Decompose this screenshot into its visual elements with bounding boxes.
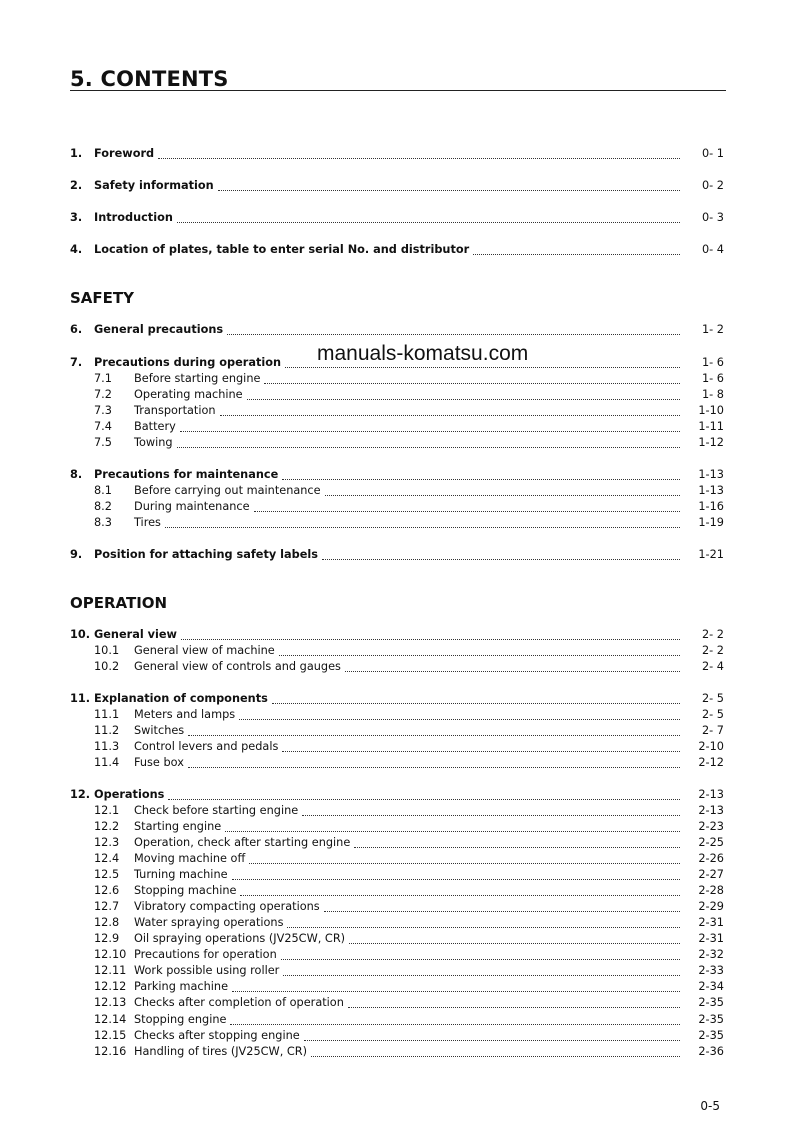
toc-subentry-label: Water spraying operations [134, 916, 284, 929]
toc-entry[interactable] [70, 242, 724, 258]
toc-entry-number: 7. [70, 356, 83, 369]
toc-subentry[interactable] [70, 851, 724, 867]
toc-subentry-number: 7.3 [94, 404, 112, 417]
toc-subentry[interactable] [70, 915, 724, 931]
toc-subentry-label: Transportation [134, 404, 216, 417]
toc-subentry-number: 12.9 [94, 932, 120, 945]
toc-entry-label: Location of plates, table to enter serial No. and distributor [94, 243, 470, 256]
dot-leader [180, 421, 680, 432]
dot-leader [218, 180, 680, 191]
dot-leader [158, 148, 680, 159]
toc-entry-label: Operations [94, 788, 165, 801]
toc-subentry[interactable] [70, 707, 724, 723]
toc-subentry-page: 2-35 [698, 1013, 724, 1026]
toc-subentry-number: 8.3 [94, 516, 112, 529]
toc-entry-number: 2. [70, 179, 83, 192]
dot-leader [188, 725, 680, 736]
toc-subentry-number: 11.4 [94, 756, 120, 769]
toc-entry-label: Explanation of components [94, 692, 268, 705]
toc-subentry[interactable] [70, 931, 724, 947]
dot-leader [177, 437, 680, 448]
toc-subentry-label: Vibratory compacting operations [134, 900, 320, 913]
toc-subentry[interactable] [70, 723, 724, 739]
toc-subentry-label: Stopping engine [134, 1013, 227, 1026]
toc-entry-number: 4. [70, 243, 83, 256]
section-heading-operation: OPERATION [70, 594, 168, 612]
toc-subentry-page: 2-28 [698, 884, 724, 897]
toc-subentry-number: 12.6 [94, 884, 120, 897]
dot-leader [324, 901, 680, 912]
toc-subentry-page: 2-31 [698, 916, 724, 929]
toc-subentry-page: 2-36 [698, 1045, 724, 1058]
toc-subentry-number: 12.4 [94, 852, 120, 865]
toc-entry-number: 9. [70, 548, 83, 561]
toc-entry-number: 8. [70, 468, 83, 481]
watermark-text: manuals-komatsu.com [317, 342, 529, 365]
toc-subentry[interactable] [70, 755, 724, 771]
toc-subentry-page: 2- 2 [701, 644, 724, 657]
page-number: 0-5 [700, 1099, 720, 1113]
dot-leader [165, 517, 680, 528]
toc-entry-label: General view [94, 628, 177, 641]
toc-subentry-label: Checks after completion of operation [134, 996, 344, 1009]
toc-subentry-page: 2- 7 [701, 724, 724, 737]
toc-subentry-number: 11.3 [94, 740, 120, 753]
toc-subentry-label: Turning machine [134, 868, 228, 881]
toc-entry[interactable] [70, 691, 724, 707]
toc-entry-label: Precautions during operation [94, 356, 282, 369]
toc-entry-page: 1- 6 [701, 356, 724, 369]
toc-subentry-page: 2- 4 [701, 660, 724, 673]
toc-subentry-page: 1- 6 [701, 372, 724, 385]
toc-subentry-page: 2-12 [698, 756, 724, 769]
page-title: 5. CONTENTS [70, 67, 229, 91]
toc-subentry-number: 7.4 [94, 420, 112, 433]
toc-subentry[interactable] [70, 371, 724, 387]
toc-subentry-page: 1-11 [698, 420, 724, 433]
toc-subentry[interactable] [70, 819, 724, 835]
toc-subentry-number: 12.8 [94, 916, 120, 929]
dot-leader [181, 629, 680, 640]
toc-subentry-label: Tires [134, 516, 161, 529]
toc-subentry-label: Work possible using roller [134, 964, 280, 977]
toc-subentry-page: 2-33 [698, 964, 724, 977]
toc-subentry-label: Starting engine [134, 820, 222, 833]
toc-subentry[interactable] [70, 419, 724, 435]
toc-subentry-number: 12.15 [94, 1029, 127, 1042]
dot-leader [349, 933, 680, 944]
toc-subentry-number: 10.2 [94, 660, 120, 673]
dot-leader [325, 485, 680, 496]
dot-leader [311, 1046, 680, 1057]
toc-subentry-number: 12.13 [94, 996, 127, 1009]
toc-entry-page: 0- 3 [701, 211, 724, 224]
toc-subentry-number: 12.11 [94, 964, 127, 977]
toc-subentry-number: 11.2 [94, 724, 120, 737]
dot-leader [282, 741, 680, 752]
toc-entry-number: 12. [70, 788, 91, 801]
toc-subentry[interactable] [70, 995, 724, 1011]
dot-leader [232, 869, 680, 880]
dot-leader [287, 917, 680, 928]
toc-subentry[interactable] [70, 403, 724, 419]
toc-entry-page: 2- 2 [701, 628, 724, 641]
toc-subentry[interactable] [70, 515, 724, 531]
toc-subentry-label: Before starting engine [134, 372, 261, 385]
toc-subentry-page: 2-26 [698, 852, 724, 865]
toc-subentry-number: 8.1 [94, 484, 112, 497]
toc-subentry-label: Check before starting engine [134, 804, 299, 817]
toc-subentry-label: Fuse box [134, 756, 184, 769]
toc-subentry-page: 1-16 [698, 500, 724, 513]
dot-leader [247, 389, 680, 400]
toc-subentry-label: Towing [134, 436, 173, 449]
toc-subentry-label: Control levers and pedals [134, 740, 279, 753]
toc-subentry-number: 7.5 [94, 436, 112, 449]
toc-subentry-label: General view of machine [134, 644, 275, 657]
toc-entry-number: 6. [70, 323, 83, 336]
toc-entry-label: Foreword [94, 147, 155, 160]
toc-subentry-label: Before carrying out maintenance [134, 484, 321, 497]
toc-subentry[interactable] [70, 963, 724, 979]
toc-subentry-number: 11.1 [94, 708, 120, 721]
title-underline [70, 90, 726, 91]
toc-subentry[interactable] [70, 499, 724, 515]
toc-subentry-label: Handling of tires (JV25CW, CR) [134, 1045, 308, 1058]
toc-subentry-page: 2-25 [698, 836, 724, 849]
toc-subentry-number: 12.14 [94, 1013, 127, 1026]
dot-leader [302, 805, 680, 816]
toc-subentry-label: Precautions for operation [134, 948, 277, 961]
toc-subentry-page: 2- 5 [701, 708, 724, 721]
toc-entry-page: 0- 4 [701, 243, 724, 256]
toc-entry-page: 0- 1 [701, 147, 724, 160]
toc-subentry-page: 1- 8 [701, 388, 724, 401]
toc-subentry-number: 12.12 [94, 980, 127, 993]
toc-entry[interactable] [70, 210, 724, 226]
toc-subentry-number: 12.16 [94, 1045, 127, 1058]
toc-subentry-number: 7.2 [94, 388, 112, 401]
toc-subentry[interactable] [70, 947, 724, 963]
toc-subentry-number: 12.1 [94, 804, 120, 817]
toc-subentry-label: Checks after stopping engine [134, 1029, 300, 1042]
toc-entry[interactable] [70, 322, 724, 338]
dot-leader [281, 949, 680, 960]
toc-subentry-page: 2-31 [698, 932, 724, 945]
dot-leader [322, 549, 680, 560]
toc-entry[interactable] [70, 787, 724, 803]
toc-entry[interactable] [70, 547, 724, 563]
dot-leader [240, 885, 680, 896]
toc-subentry[interactable] [70, 979, 724, 995]
toc-subentry-number: 12.7 [94, 900, 120, 913]
toc-entry-page: 1- 2 [701, 323, 724, 336]
dot-leader [225, 821, 680, 832]
toc-entry[interactable] [70, 467, 724, 483]
toc-subentry[interactable] [70, 659, 724, 675]
dot-leader [220, 405, 680, 416]
dot-leader [264, 373, 680, 384]
toc-subentry[interactable] [70, 803, 724, 819]
toc-subentry[interactable] [70, 1012, 724, 1028]
toc-entry-page: 0- 2 [701, 179, 724, 192]
toc-subentry[interactable] [70, 483, 724, 499]
toc-subentry-page: 2-27 [698, 868, 724, 881]
toc-subentry-label: Oil spraying operations (JV25CW, CR) [134, 932, 346, 945]
toc-subentry-page: 2-10 [698, 740, 724, 753]
toc-subentry-label: Operation, check after starting engine [134, 836, 351, 849]
dot-leader [254, 501, 680, 512]
toc-subentry[interactable] [70, 387, 724, 403]
toc-entry[interactable] [70, 178, 724, 194]
toc-subentry-page: 2-23 [698, 820, 724, 833]
toc-subentry[interactable] [70, 867, 724, 883]
toc-subentry-label: Switches [134, 724, 185, 737]
toc-entry-label: Safety information [94, 179, 214, 192]
toc-subentry-number: 12.3 [94, 836, 120, 849]
toc-entry-page: 2- 5 [701, 692, 724, 705]
toc-entry-number: 3. [70, 211, 83, 224]
dot-leader [272, 693, 680, 704]
toc-entry-number: 11. [70, 692, 91, 705]
toc-subentry-number: 7.1 [94, 372, 112, 385]
toc-subentry[interactable] [70, 435, 724, 451]
toc-subentry-number: 12.2 [94, 820, 120, 833]
dot-leader [249, 853, 680, 864]
dot-leader [188, 757, 680, 768]
toc-entry-page: 1-21 [698, 548, 724, 561]
toc-subentry-number: 12.10 [94, 948, 127, 961]
toc-subentry-page: 2-35 [698, 1029, 724, 1042]
toc-subentry[interactable] [70, 899, 724, 915]
dot-leader [230, 1014, 680, 1025]
toc-entry[interactable] [70, 627, 724, 643]
toc-subentry-page: 1-12 [698, 436, 724, 449]
toc-entry-page: 1-13 [698, 468, 724, 481]
dot-leader [239, 709, 680, 720]
toc-subentry-number: 12.5 [94, 868, 120, 881]
toc-subentry-page: 2-29 [698, 900, 724, 913]
dot-leader [354, 837, 680, 848]
toc-subentry-page: 1-10 [698, 404, 724, 417]
dot-leader [283, 965, 680, 976]
dot-leader [473, 244, 680, 255]
dot-leader [227, 324, 680, 335]
toc-subentry[interactable] [70, 643, 724, 659]
toc-entry-number: 10. [70, 628, 91, 641]
dot-leader [282, 469, 680, 480]
toc-subentry-label: During maintenance [134, 500, 250, 513]
toc-subentry-page: 2-13 [698, 804, 724, 817]
toc-subentry-page: 2-35 [698, 996, 724, 1009]
toc-subentry-page: 1-13 [698, 484, 724, 497]
toc-subentry-label: Operating machine [134, 388, 243, 401]
toc-entry-label: Precautions for maintenance [94, 468, 279, 481]
toc-entry-number: 1. [70, 147, 83, 160]
toc-subentry-label: Moving machine off [134, 852, 246, 865]
toc-entry[interactable] [70, 146, 724, 162]
section-heading-safety: SAFETY [70, 289, 134, 307]
toc-subentry-page: 2-32 [698, 948, 724, 961]
toc-subentry-label: Stopping machine [134, 884, 237, 897]
toc-subentry-label: General view of controls and gauges [134, 660, 341, 673]
dot-leader [304, 1030, 680, 1041]
toc-subentry-label: Battery [134, 420, 176, 433]
toc-subentry[interactable] [70, 739, 724, 755]
dot-leader [279, 645, 680, 656]
toc-subentry[interactable] [70, 883, 724, 899]
toc-entry-page: 2-13 [698, 788, 724, 801]
dot-leader [177, 212, 680, 223]
toc-subentry-label: Parking machine [134, 980, 229, 993]
dot-leader [232, 981, 680, 992]
toc-subentry-page: 1-19 [698, 516, 724, 529]
toc-subentry[interactable] [70, 1028, 724, 1044]
toc-subentry-number: 8.2 [94, 500, 112, 513]
dot-leader [168, 789, 680, 800]
toc-entry-label: General precautions [94, 323, 224, 336]
dot-leader [345, 661, 680, 672]
toc-subentry-number: 10.1 [94, 644, 120, 657]
toc-subentry[interactable] [70, 1044, 724, 1060]
dot-leader [348, 997, 680, 1008]
toc-subentry-page: 2-34 [698, 980, 724, 993]
toc-subentry[interactable] [70, 835, 724, 851]
toc-entry-label: Position for attaching safety labels [94, 548, 319, 561]
toc-entry-label: Introduction [94, 211, 173, 224]
toc-subentry-label: Meters and lamps [134, 708, 236, 721]
